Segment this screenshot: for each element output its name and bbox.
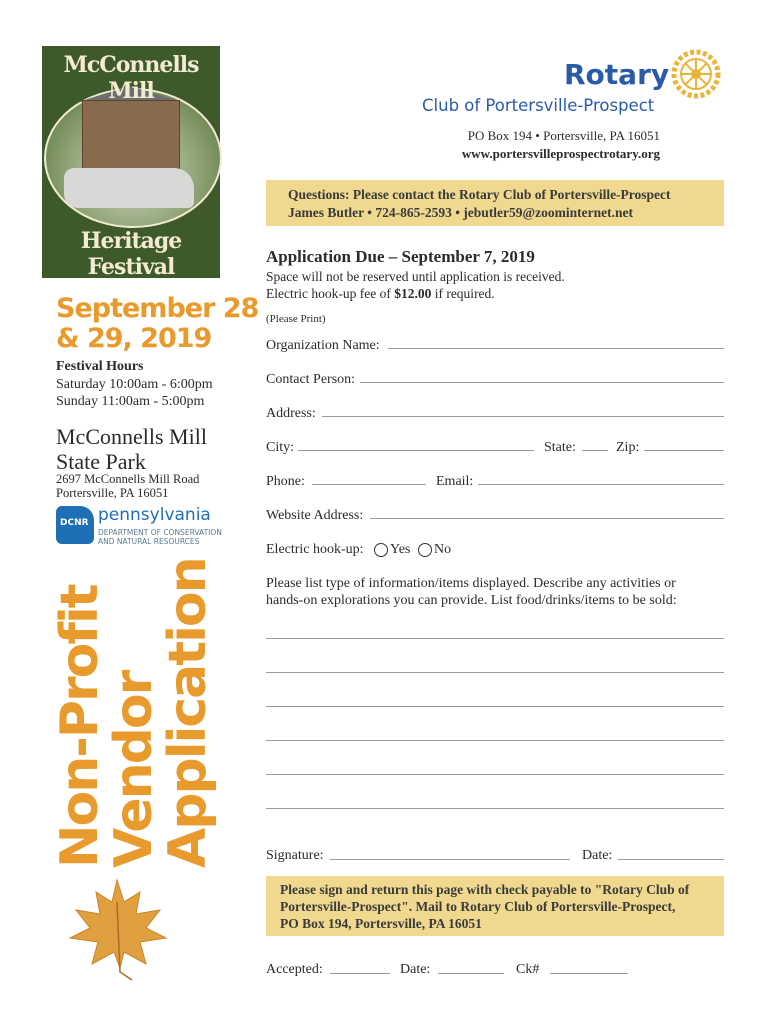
festival-hours-saturday: Saturday 10:00am - 6:00pm <box>56 377 213 392</box>
festival-dates-line2: & 29, 2019 <box>56 323 212 354</box>
zip-field[interactable] <box>644 450 724 451</box>
submit-note-line3: PO Box 194, Portersville, PA 16051 <box>280 916 482 931</box>
submit-note-line1: Please sign and return this page with check payable to "Rotary Club of <box>280 882 690 897</box>
accepted-date-label: Date: <box>400 962 431 977</box>
electric-yes-label: Yes <box>390 542 411 557</box>
contact-person-label: Contact Person: <box>266 372 356 387</box>
organization-field[interactable] <box>388 348 724 349</box>
signature-label: Signature: <box>266 848 324 863</box>
phone-field[interactable] <box>312 484 426 485</box>
website-field[interactable] <box>370 518 724 519</box>
submit-note-line2: Portersville-Prospect". Mail to Rotary Club of Portersville-Prospect, <box>280 899 676 914</box>
festival-logo-title-top: McConnells Mill <box>63 52 199 104</box>
state-label: State: <box>544 440 576 455</box>
items-line[interactable] <box>266 638 724 639</box>
items-line[interactable] <box>266 672 724 673</box>
email-field[interactable] <box>478 484 724 485</box>
city-field[interactable] <box>298 450 534 451</box>
email-label: Email: <box>436 474 474 489</box>
application-due: Application Due – September 7, 2019 <box>266 247 535 266</box>
park-name-line1: McConnells Mill <box>56 424 207 449</box>
organization-label: Organization Name: <box>266 338 380 353</box>
park-name <box>56 424 207 474</box>
accepted-label: Accepted: <box>266 962 323 977</box>
rotary-po-box: PO Box 194 • Portersville, PA 16051 <box>467 128 660 143</box>
reservation-note: Space will not be reserved until application is received. <box>266 269 565 284</box>
park-address-line1: 2697 McConnells Mill Road <box>56 472 200 486</box>
state-field[interactable] <box>582 450 608 451</box>
electric-fee-note <box>266 286 495 302</box>
electric-fee-suffix: if required. <box>431 286 495 301</box>
rotary-website: www.portersvilleprospectrotary.org <box>461 146 660 161</box>
items-prompt-line1: Please list type of information/items displayed. Describe any activities or <box>266 576 676 591</box>
dcnr-name: pennsylvania <box>98 505 211 525</box>
check-number-label: Ck# <box>516 962 540 977</box>
vertical-title-nonprofit: Non-Profit <box>50 585 110 868</box>
items-line[interactable] <box>266 740 724 741</box>
items-line[interactable] <box>266 774 724 775</box>
electric-yes-radio[interactable] <box>374 543 388 557</box>
rocks-shape <box>64 168 194 208</box>
vertical-title-application: Application <box>158 558 218 868</box>
park-name-line2: State Park <box>56 449 146 474</box>
festival-hours-sunday: Sunday 11:00am - 5:00pm <box>56 394 205 409</box>
festival-dates-line1: September 28 <box>56 293 259 324</box>
accepted-date-field[interactable] <box>438 973 504 974</box>
electric-fee-prefix: Electric hook-up fee of <box>266 286 395 301</box>
contact-person-field[interactable] <box>360 382 724 383</box>
items-line[interactable] <box>266 706 724 707</box>
maple-leaf-icon <box>62 872 172 982</box>
dcnr-logo-badge: DCNR <box>60 518 89 528</box>
phone-label: Phone: <box>266 474 305 489</box>
rotary-club-name: Club of Portersville-Prospect <box>422 96 655 115</box>
mill-building-shape <box>82 100 180 176</box>
dcnr-department-line2: AND NATURAL RESOURCES <box>98 537 200 546</box>
festival-logo-title-bottom: Heritage Festival <box>80 228 182 280</box>
items-line[interactable] <box>266 808 724 809</box>
festival-hours-title: Festival Hours <box>56 359 144 374</box>
festival-dates <box>56 294 258 354</box>
rotary-name: Rotary <box>564 58 670 91</box>
questions-line1: Questions: Please contact the Rotary Club of Portersville-Prospect <box>288 187 671 202</box>
electric-fee-amount: $12.00 <box>394 286 432 301</box>
signature-date-label: Date: <box>582 848 613 863</box>
electric-no-label: No <box>434 542 452 557</box>
accepted-field[interactable] <box>330 973 390 974</box>
dcnr-department-line1: DEPARTMENT OF CONSERVATION <box>98 528 222 537</box>
print-note: (Please Print) <box>266 313 326 325</box>
city-label: City: <box>266 440 295 455</box>
website-label: Website Address: <box>266 508 364 523</box>
park-address-line2: Portersville, PA 16051 <box>56 486 169 500</box>
signature-date-field[interactable] <box>618 859 724 860</box>
dcnr-department <box>98 528 238 546</box>
electric-no-radio[interactable] <box>418 543 432 557</box>
address-field[interactable] <box>322 416 724 417</box>
zip-label: Zip: <box>616 440 640 455</box>
questions-line2: James Butler • 724-865-2593 • jebutler59@zoominternet.net <box>288 205 633 220</box>
rotary-wheel-icon <box>670 48 722 100</box>
address-label: Address: <box>266 406 316 421</box>
vertical-title-vendor: Vendor <box>104 671 164 868</box>
electric-hookup-label: Electric hook-up: <box>266 542 364 557</box>
check-number-field[interactable] <box>550 973 628 974</box>
signature-field[interactable] <box>330 859 570 860</box>
items-prompt-line2: hands-on explorations you can provide. List food/drinks/items to be sold: <box>266 593 677 608</box>
